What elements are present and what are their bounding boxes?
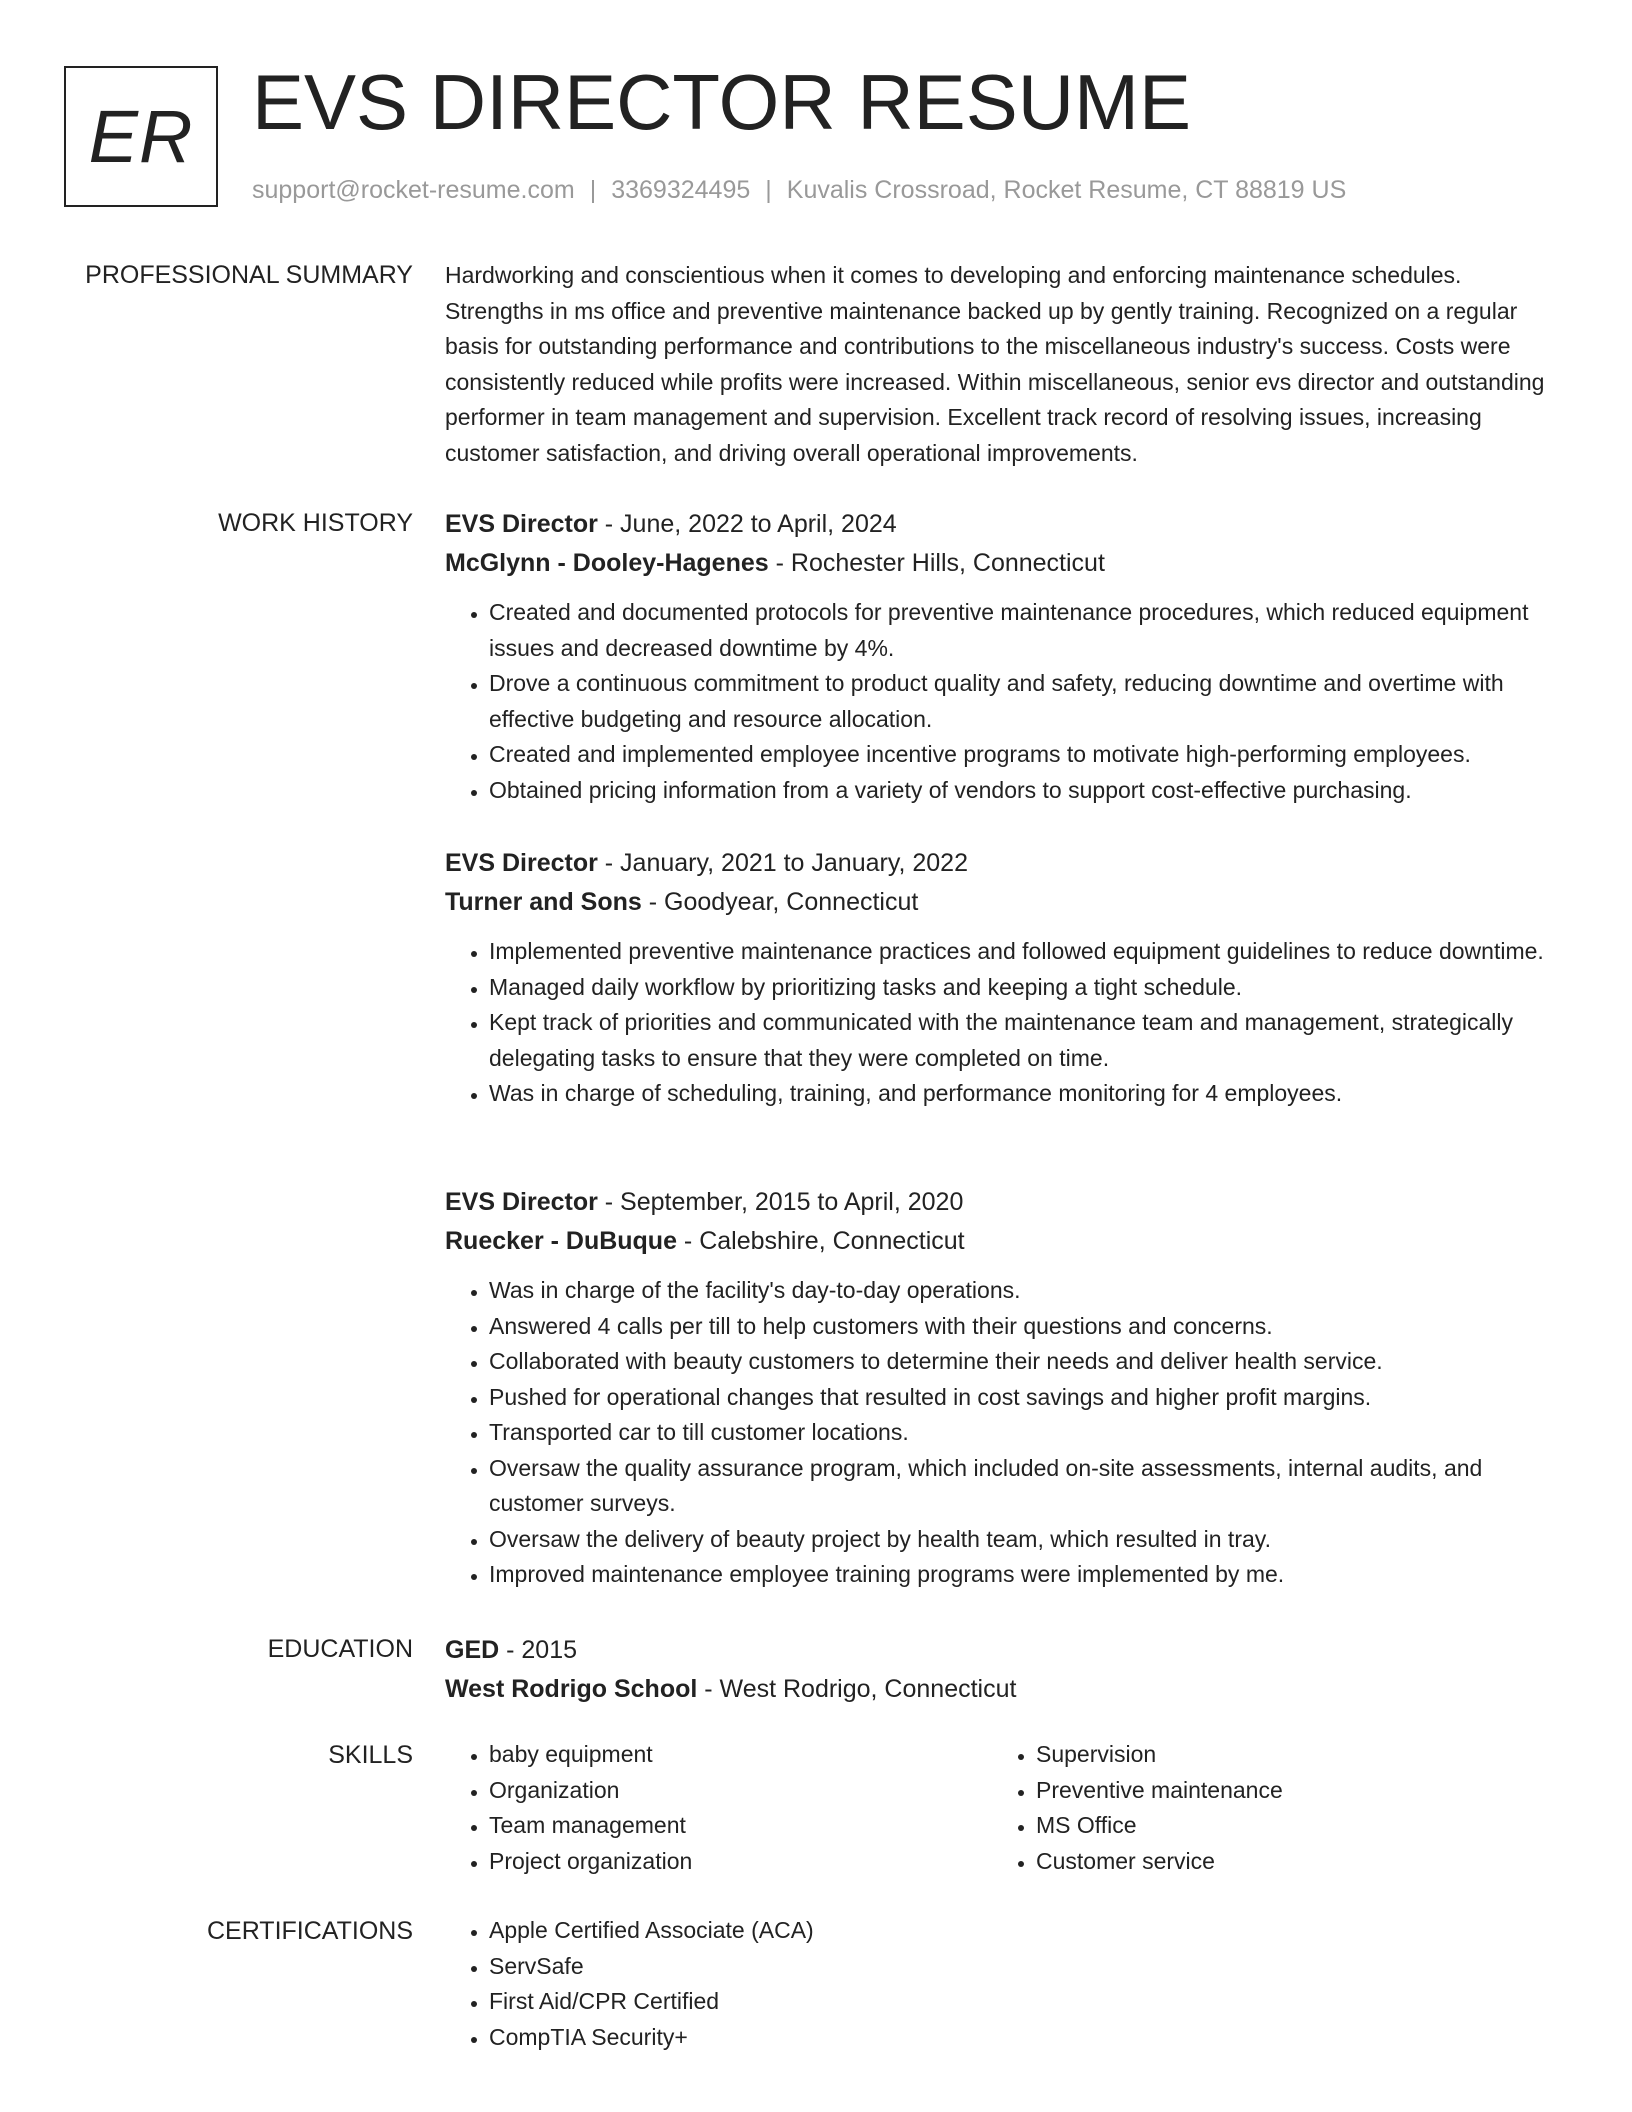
skill-item: • Supervision [1036, 1737, 1539, 1773]
education-degree: GED [445, 1636, 500, 1664]
job-bullet: • Drove a continuous commitment to product quality and safety, reducing downtime and overtime with effective budgeting and resource allocation. [489, 666, 1560, 737]
section-label-certifications: CERTIFICATIONS [206, 1917, 413, 1945]
job-location: - Goodyear, Connecticut [641, 887, 919, 916]
contact-line [252, 173, 1346, 207]
skill-item: • Customer service [1036, 1844, 1539, 1880]
skill-item: • Project organization [489, 1844, 992, 1880]
certifications-body [445, 1913, 1560, 2055]
job-bullet: • Improved maintenance employee training programs were implemented by me. [489, 1557, 1560, 1593]
contact-separator: | [765, 176, 772, 204]
job-bullets [445, 595, 1560, 808]
job-title: EVS Director [445, 1188, 598, 1216]
job-entry [445, 505, 1560, 808]
job-bullet: • Oversaw the quality assurance program, which included on-site assessments, internal audits, and customer surveys. [489, 1451, 1560, 1522]
job-bullet: • Oversaw the delivery of beauty project by health team, which resulted in tray. [489, 1522, 1560, 1558]
education-school-line [445, 1670, 1560, 1709]
education-degree-line [445, 1631, 1560, 1670]
skills-grid [445, 1737, 1560, 1879]
job-dates: - January, 2021 to January, 2022 [597, 849, 968, 877]
certification-item: • CompTIA Security+ [489, 2020, 1560, 2056]
section-label-education: EDUCATION [267, 1635, 413, 1663]
section-label-skills: SKILLS [328, 1741, 413, 1769]
education-location: - West Rodrigo, Connecticut [697, 1674, 1017, 1703]
monogram-initials: ER [88, 94, 194, 178]
contact-email: support@rocket-resume.com [252, 176, 575, 204]
job-bullet: • Created and implemented employee incentive programs to motivate high-performing employees. [489, 737, 1560, 773]
certification-item: • Apple Certified Associate (ACA) [489, 1913, 1560, 1949]
job-company-line [445, 544, 1560, 583]
skill-item: • Preventive maintenance [1036, 1773, 1539, 1809]
job-bullet: • Managed daily workflow by prioritizing tasks and keeping a tight schedule. [489, 970, 1560, 1006]
job-location: - Rochester Hills, Connecticut [768, 548, 1105, 577]
job-bullet: • Was in charge of the facility's day-to-day operations. [489, 1273, 1560, 1309]
job-bullet: • Was in charge of scheduling, training, and performance monitoring for 4 employees. [489, 1076, 1560, 1112]
job-title-line [445, 1183, 1560, 1222]
job-title-line [445, 505, 1560, 544]
job-bullet: • Answered 4 calls per till to help customers with their questions and concerns. [489, 1309, 1560, 1345]
job-dates: - September, 2015 to April, 2020 [597, 1188, 964, 1216]
contact-phone: 3369324495 [611, 176, 751, 204]
certifications-list [445, 1913, 1560, 2055]
certification-item: • ServSafe [489, 1949, 1560, 1985]
section-label-work-history: WORK HISTORY [218, 509, 413, 537]
resume-title: EVS DIRECTOR RESUME [252, 58, 1192, 146]
job-entry [445, 844, 1560, 1112]
job-bullet: • Collaborated with beauty customers to determine their needs and deliver health service. [489, 1344, 1560, 1380]
summary-text: Hardworking and conscientious when it comes to developing and enforcing maintenance schedules. Strengths in ms office and preventive maintenance backed up by gently training. Recognized on a regular basis for outstanding performance and contributions to the miscellaneous industry's success. Costs were consistently reduced while profits were increased. Within miscellaneous, senior evs director and outstanding performer in team management and supervision. Excellent track record of resolving issues, increasing customer satisfaction, and driving overall operational improvements. [445, 262, 1545, 466]
education-body [445, 1631, 1560, 1708]
job-bullet: • Pushed for operational changes that resulted in cost savings and higher profit margins. [489, 1380, 1560, 1416]
job-bullet: • Obtained pricing information from a variety of vendors to support cost-effective purchasing. [489, 773, 1560, 809]
education-school: West Rodrigo School [445, 1674, 698, 1703]
contact-separator: | [589, 176, 597, 204]
job-bullet: • Transported car to till customer locations. [489, 1415, 1560, 1451]
job-company: Turner and Sons [445, 887, 642, 916]
job-company-line [445, 883, 1560, 922]
summary-body [445, 258, 1560, 471]
job-title: EVS Director [445, 849, 598, 877]
section-label-summary: PROFESSIONAL SUMMARY [85, 261, 413, 289]
certification-item: • First Aid/CPR Certified [489, 1984, 1560, 2020]
education-year: - 2015 [499, 1636, 578, 1664]
job-dates: - June, 2022 to April, 2024 [597, 510, 897, 538]
skill-item: • MS Office [1036, 1808, 1539, 1844]
job-bullet: • Implemented preventive maintenance practices and followed equipment guidelines to reduce downtime. [489, 934, 1560, 970]
job-bullets [445, 934, 1560, 1112]
job-company-line [445, 1222, 1560, 1261]
skills-list-left [445, 1737, 992, 1879]
job-company: McGlynn - Dooley-Hagenes [445, 548, 769, 577]
skills-list-right [992, 1737, 1539, 1879]
job-bullet: • Created and documented protocols for preventive maintenance procedures, which reduced equipment issues and decreased downtime by 4%. [489, 595, 1560, 666]
job-entry [445, 1183, 1560, 1593]
skill-item: • Team management [489, 1808, 992, 1844]
skill-item: • Organization [489, 1773, 992, 1809]
contact-address: Kuvalis Crossroad, Rocket Resume, CT 88819 US [786, 176, 1347, 204]
skills-body [445, 1737, 1560, 1879]
monogram-box [64, 66, 218, 207]
job-title-line [445, 844, 1560, 883]
skill-item: • baby equipment [489, 1737, 992, 1773]
job-location: - Calebshire, Connecticut [676, 1226, 965, 1255]
job-company: Ruecker - DuBuque [445, 1226, 677, 1255]
job-bullet: • Kept track of priorities and communicated with the maintenance team and management, strategically delegating tasks to ensure that they were completed on time. [489, 1005, 1560, 1076]
job-title: EVS Director [445, 510, 598, 538]
job-bullets [445, 1273, 1560, 1593]
